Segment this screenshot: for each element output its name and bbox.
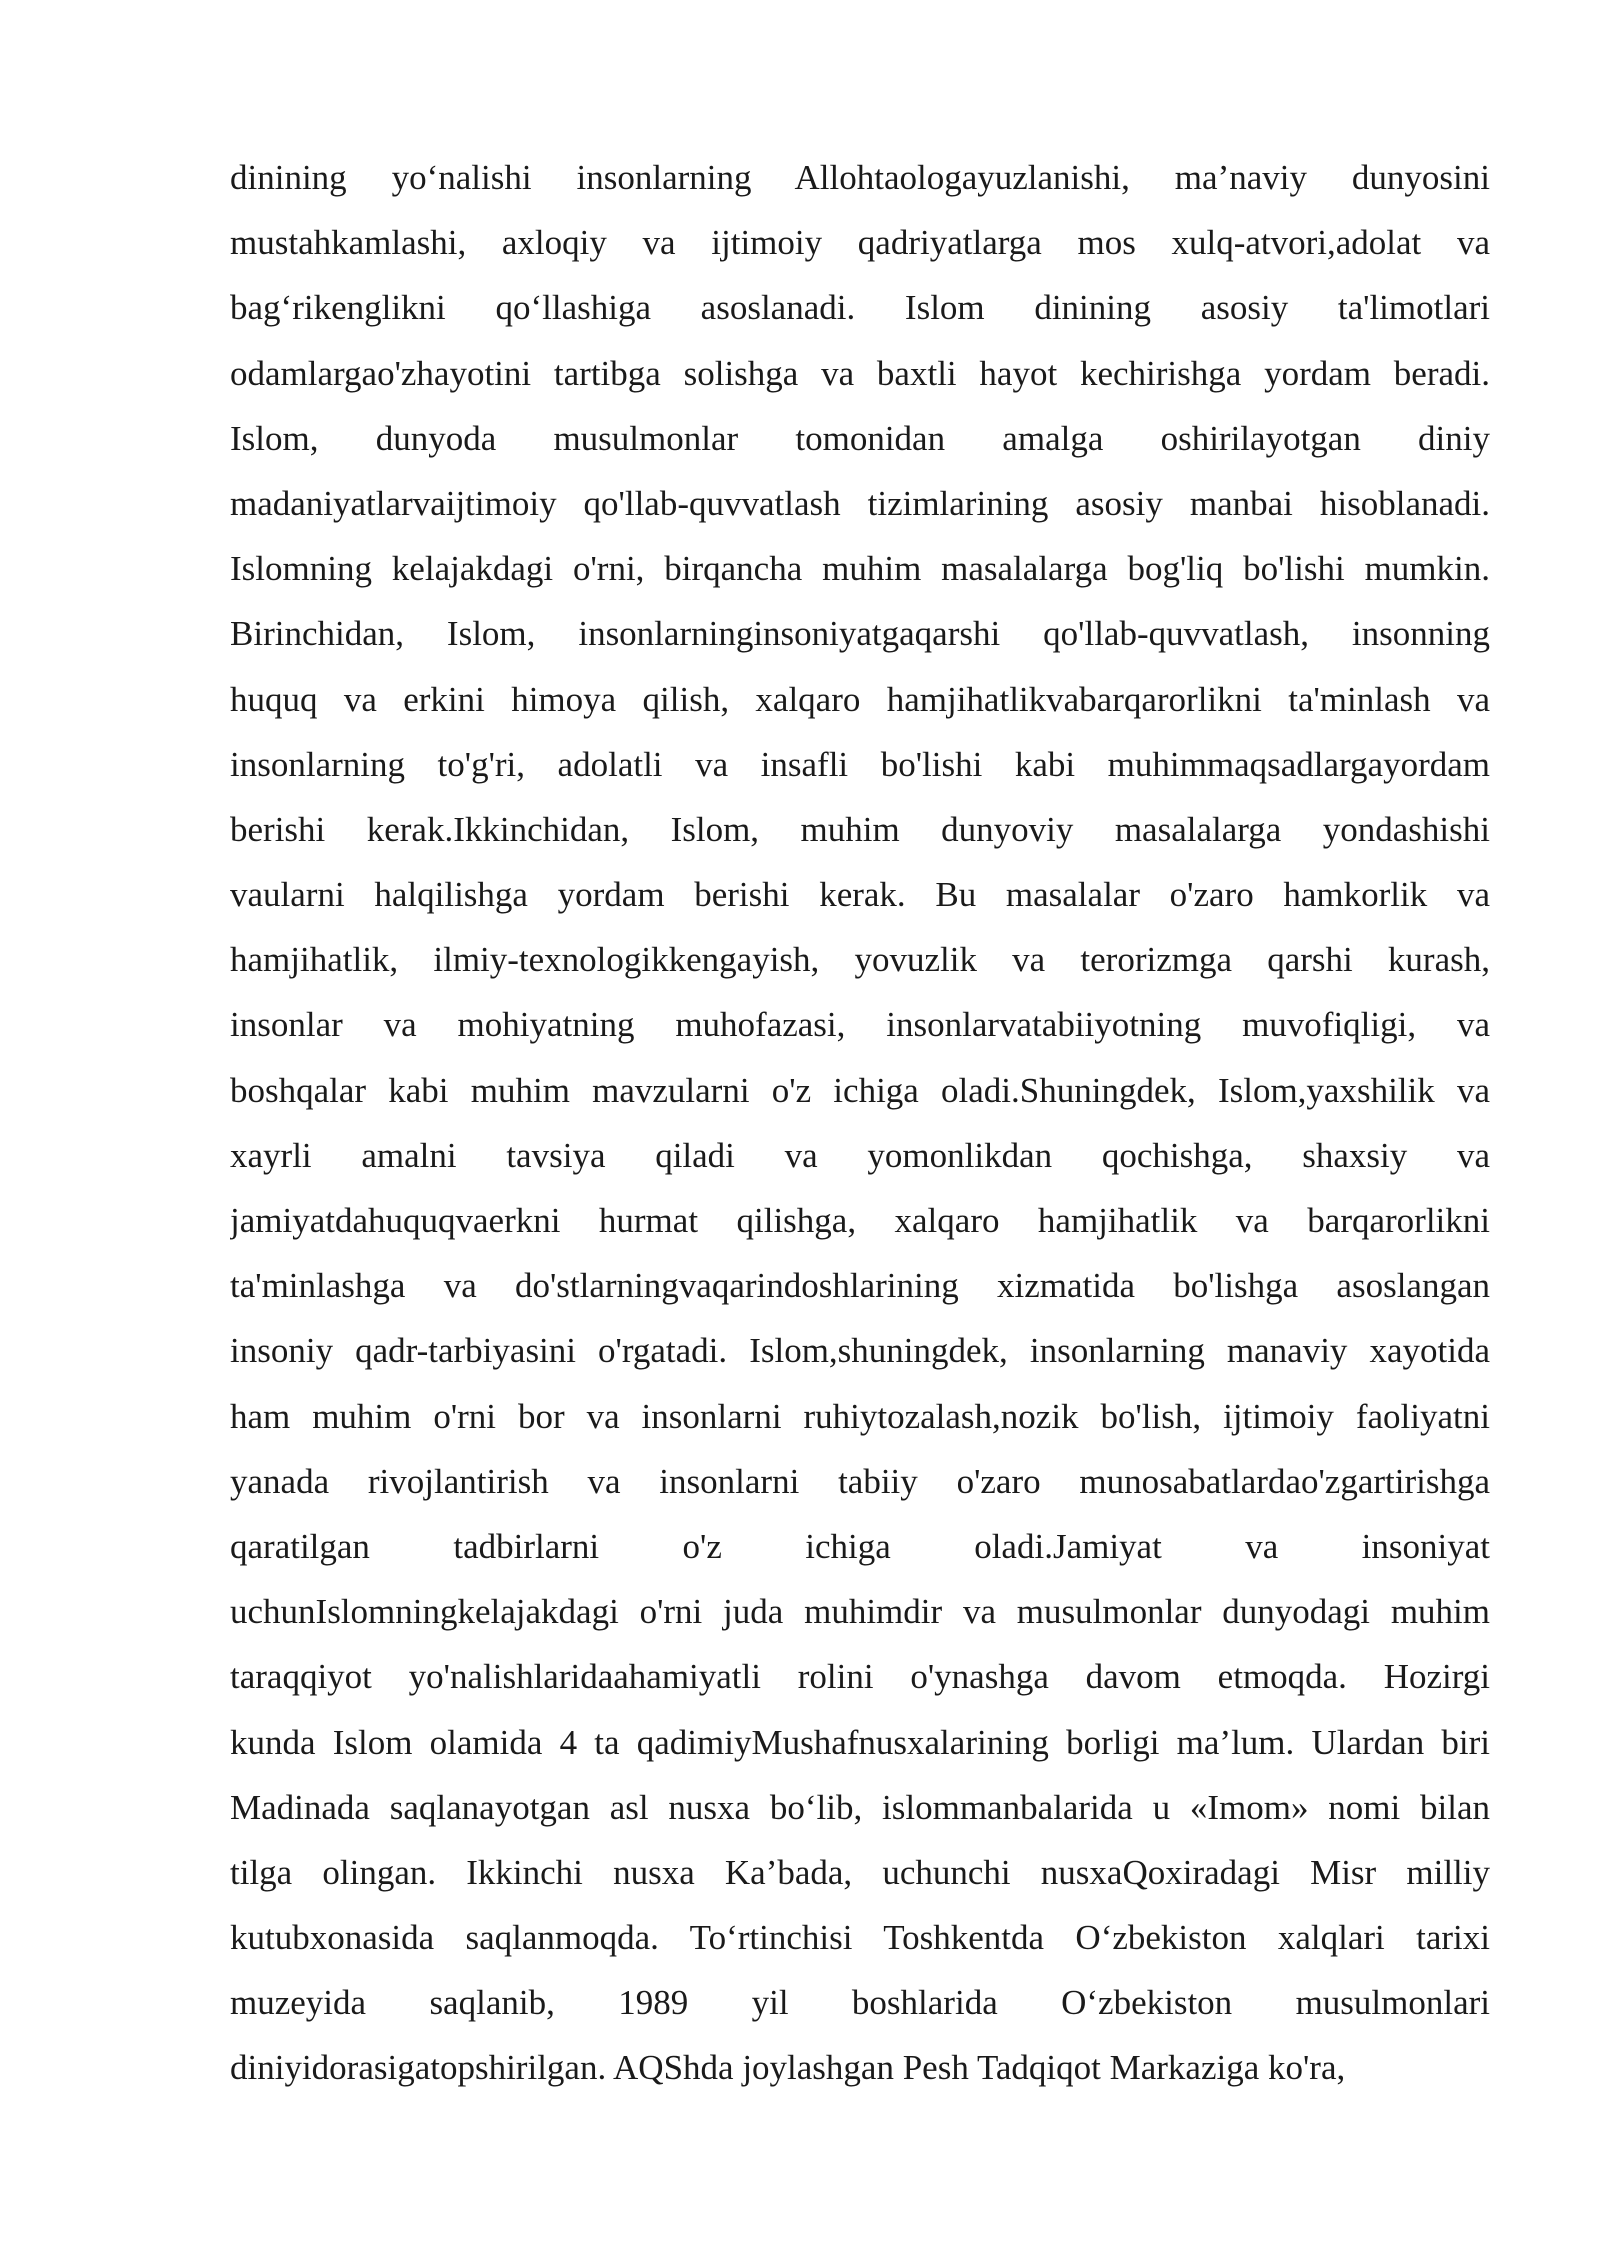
text-line: insoniy qadr-tarbiyasini o'rgatadi. Islom,shuningdek, insonlarning manaviy xayotida bbox=[230, 1331, 1490, 1371]
text-line: taraqqiyot yo'nalishlaridaahamiyatli rolini o'ynashga davom etmoqda. Hozirgi bbox=[230, 1657, 1490, 1697]
text-line: dinining yo‘nalishi insonlarning Allohtaologayuzlanishi, ma’naviy dunyosini bbox=[230, 158, 1490, 197]
text-line: muzeyida saqlanib, 1989 yil boshlarida O‘zbekiston musulmonlari bbox=[230, 1983, 1490, 2023]
text-line: berishi kerak.Ikkinchidan, Islom, muhim dunyoviy masalalarga yondashishi bbox=[230, 809, 1490, 849]
text-line: diniyidorasigatopshirilgan. AQShda joylashgan Pesh Tadqiqot Markaziga ko'ra, bbox=[230, 2048, 1346, 2088]
body-text bbox=[230, 145, 1490, 2101]
text-line: Islomning kelajakdagi o'rni, birqancha muhim masalalarga bog'liq bo'lishi mumkin. bbox=[230, 549, 1490, 589]
text-line: mustahkamlashi, axloqiy va ijtimoiy qadriyatlarga mos xulq-atvori,adolat va bbox=[230, 223, 1490, 263]
text-line: bag‘rikenglikni qo‘llashiga asoslanadi. Islom dinining asosiy ta'limotlari bbox=[230, 288, 1490, 328]
text-line: ham muhim o'rni bor va insonlarni ruhiytozalash,nozik bo'lish, ijtimoiy faoliyatni bbox=[230, 1396, 1490, 1436]
text-line: kutubxonasida saqlanmoqda. To‘rtinchisi Toshkentda O‘zbekiston xalqlari tarixi bbox=[230, 1918, 1490, 1958]
text-line: Islom, dunyoda musulmonlar tomonidan amalga oshirilayotgan diniy bbox=[230, 418, 1490, 458]
text-line: qaratilgan tadbirlarni o'z ichiga oladi.Jamiyat va insoniyat bbox=[230, 1526, 1490, 1566]
text-line: kunda Islom olamida 4 ta qadimiyMushafnusxalarining borligi ma’lum. Ulardan biri bbox=[230, 1722, 1490, 1762]
text-line: huquq va erkini himoya qilish, xalqaro hamjihatlikvabarqarorlikni ta'minlash va bbox=[230, 679, 1490, 719]
text-line: Madinada saqlanayotgan asl nusxa bo‘lib, islommanbalarida u «Imom» nomi bilan bbox=[230, 1787, 1490, 1827]
text-line: hamjihatlik, ilmiy-texnologikkengayish, yovuzlik va terorizmga qarshi kurash, bbox=[230, 940, 1490, 980]
text-line: insonlar va mohiyatning muhofazasi, insonlarvatabiiyotning muvofiqligi, va bbox=[230, 1005, 1490, 1045]
text-line: odamlargao'zhayotini tartibga solishga va baxtli hayot kechirishga yordam beradi. bbox=[230, 353, 1490, 393]
text-line: boshqalar kabi muhim mavzularni o'z ichiga oladi.Shuningdek, Islom,yaxshilik va bbox=[230, 1070, 1490, 1110]
text-line: tilga olingan. Ikkinchi nusxa Ka’bada, uchunchi nusxaQoxiradagi Misr milliy bbox=[230, 1852, 1490, 1892]
text-line: Birinchidan, Islom, insonlarninginsoniyatgaqarshi qo'llab-quvvatlash, insonning bbox=[230, 614, 1490, 654]
text-line: yanada rivojlantirish va insonlarni tabiiy o'zaro munosabatlardao'zgartirishga bbox=[230, 1461, 1490, 1501]
text-line: uchunIslomningkelajakdagi o'rni juda muhimdir va musulmonlar dunyodagi muhim bbox=[230, 1592, 1490, 1632]
text-line: vaularni halqilishga yordam berishi kerak. Bu masalalar o'zaro hamkorlik va bbox=[230, 875, 1490, 915]
text-line: insonlarning to'g'ri, adolatli va insafli bo'lishi kabi muhimmaqsadlargayordam bbox=[230, 744, 1490, 784]
text-line: madaniyatlarvaijtimoiy qo'llab-quvvatlash tizimlarining asosiy manbai hisoblanadi. bbox=[230, 483, 1490, 523]
text-line: xayrli amalni tavsiya qiladi va yomonlikdan qochishga, shaxsiy va bbox=[230, 1135, 1490, 1175]
text-line: ta'minlashga va do'stlarningvaqarindoshlarining xizmatida bo'lishga asoslangan bbox=[230, 1266, 1490, 1306]
text-line: jamiyatdahuquqvaerkni hurmat qilishga, xalqaro hamjihatlik va barqarorlikni bbox=[230, 1201, 1490, 1240]
